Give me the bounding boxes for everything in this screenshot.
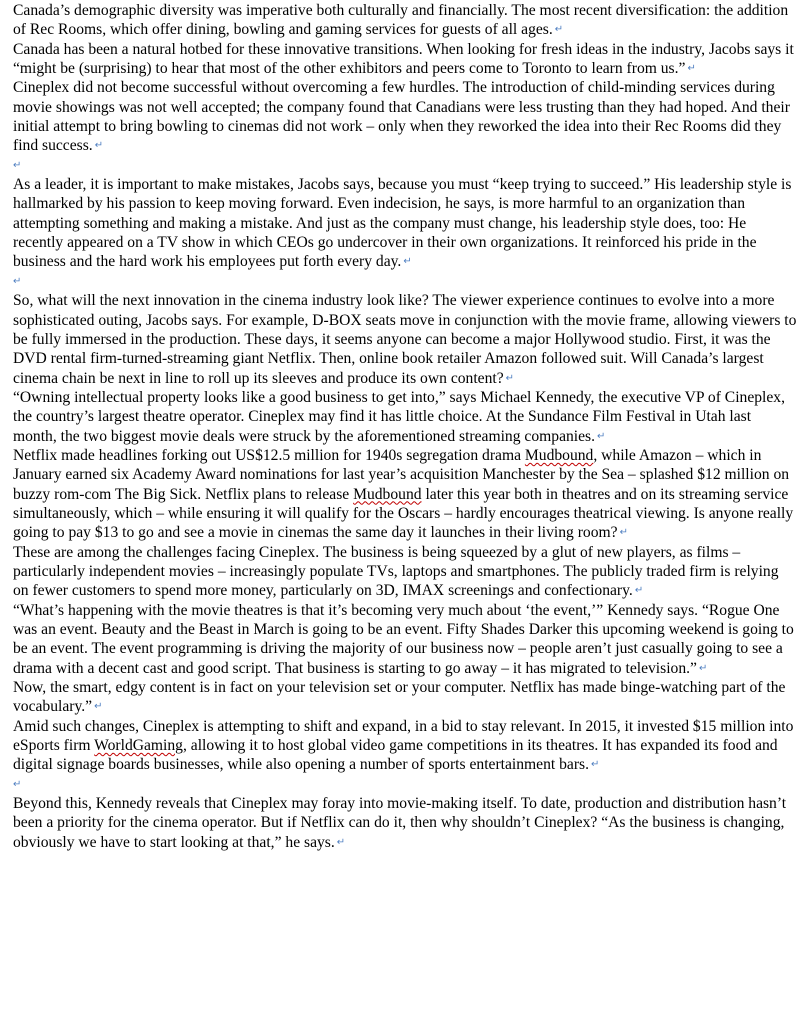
paragraph: [13, 794, 797, 852]
paragraph-mark-icon: ↵: [403, 256, 412, 268]
paragraph-text: These are among the challenges facing Cineplex. The business is being squeezed by a glut of new players, as films – particularly independent movies – increasingly populate TVs, laptops and smartphones. The publicly traded firm is relying on fewer customers to spend more money, particularly on 3D, IMAX screenings and confectionary.: [13, 543, 779, 600]
paragraph-text: “Owning intellectual property looks like a good business to get into,” says Michael Kennedy, the executive VP of Cineplex, the country’s largest theatre operator. Cineplex may find it has little choice. At the Sundance Film Festival in Utah last month, the two biggest movie deals were struck by the aforementioned streaming companies.: [13, 388, 786, 445]
paragraph: [13, 678, 797, 717]
paragraph: [13, 446, 797, 543]
paragraph-text: Canada’s demographic diversity was imperative both culturally and financially. The most recent diversification: the addition of Rec Rooms, which offer dining, bowling and gaming services for guests of all ages.: [13, 2, 789, 39]
paragraph: [13, 717, 797, 775]
paragraph-text: , allowing it to host global video game competitions in its theatres. It has expanded its food and digital signage boards businesses, while also opening a number of sports entertainment bars.: [13, 737, 778, 774]
paragraph-text: Now, the smart, edgy content is in fact on your television set or your computer. Netflix has made binge-watching part of the vocabulary.”: [13, 679, 786, 716]
misspelled-word[interactable]: Mudbound: [353, 485, 422, 503]
paragraph-mark-icon: ↵: [13, 159, 22, 171]
paragraph-mark-icon: ↵: [13, 778, 22, 790]
paragraph-text: , while Amazon – which in January earned six Academy Award nominations for last year’s acquisition Manchester by the Sea – splashed $12 million on buzzy rom-com The Big Sick. Netflix plans to release: [13, 446, 790, 503]
paragraph-mark-icon: ↵: [554, 24, 564, 36]
paragraph-mark-icon: ↵: [698, 662, 708, 674]
paragraph-mark-icon: ↵: [336, 836, 346, 848]
paragraph: [13, 1, 797, 40]
paragraph-mark-icon: ↵: [590, 759, 600, 771]
paragraph-mark-icon: ↵: [634, 585, 644, 597]
paragraph-text: “What’s happening with the movie theatres is that it’s becoming very much about ‘the event,’” Kennedy says. “Rogue One was an event. Beauty and the Beast in March is going to be an event. Fifty Shades Darker this upcoming weekend is going to be an event. The event programming is driving the majority of our business now – people aren’t just casually going to see a drama with a decent cast and good script. That business is starting to go away – it has migrated to television.”: [13, 601, 794, 677]
paragraph-text: As a leader, it is important to make mistakes, Jacobs says, because you must “keep trying to succeed.” His leadership style is hallmarked by his passion to keep moving forward. Even indecision, he says, is more harmful to an organization than attempting something and making a mistake. And just as the company must change, his leadership style does, too: He recently appeared on a TV show in which CEOs go undercover in their own organizations. It reinforced his pride in the business and the hard work his employees put forth every day.: [13, 176, 792, 271]
paragraph: [13, 388, 797, 446]
empty-paragraph: [13, 156, 797, 175]
paragraph-mark-icon: ↵: [505, 372, 515, 384]
paragraph-text: Canada has been a natural hotbed for these innovative transitions. When looking for fresh ideas in the industry, Jacobs says it “might be (surprising) to hear that most of the other exhibitors and peers come to Toronto to learn from us.”: [13, 40, 794, 78]
paragraph-text: Cineplex did not become successful without overcoming a few hurdles. The introduction of child-minding services during movie showings was not well accepted; the company found that Canadians were less trusting than they had hoped. And their initial attempt to bring bowling to cinemas did not work – only when they reworked the idea into their Rec Rooms did they find success.: [13, 79, 790, 155]
paragraph-text: later this year both in theatres and on its streaming service simultaneously, which – while ensuring it will qualify for the Oscars – hardly encourages theatrical viewing. Is anyone really going to pay $13 to go and see a movie in cinemas the same day it launches in their living room?: [13, 485, 794, 542]
paragraph-mark-icon: ↵: [94, 701, 103, 713]
paragraph: [13, 543, 797, 601]
paragraph-text: Beyond this, Kennedy reveals that Cineplex may foray into movie-making itself. To date, production and distribution hasn’t been a priority for the cinema operator. But if Netflix can do it, then why shouldn’t Cineplex? “As the business is changing, obviously we have to start looking at that,” he says.: [13, 795, 787, 851]
empty-paragraph: [13, 775, 797, 794]
paragraph-mark-icon: ↵: [687, 63, 696, 75]
paragraph: [13, 40, 797, 79]
paragraph-text: Netflix made headlines forking out US$12.5 million for 1940s segregation drama: [13, 446, 525, 464]
paragraph: [13, 78, 797, 155]
paragraph-text: Amid such changes, Cineplex is attempting to shift and expand, in a bid to stay relevant. In 2015, it invested $15 million into eSports firm: [13, 717, 794, 755]
paragraph-mark-icon: ↵: [619, 527, 628, 539]
paragraph-mark-icon: ↵: [94, 140, 104, 152]
paragraph: [13, 601, 797, 678]
misspelled-word[interactable]: Mudbound: [524, 446, 594, 464]
paragraph-mark-icon: ↵: [597, 430, 606, 442]
paragraph: [13, 291, 797, 388]
misspelled-word[interactable]: WorldGaming: [94, 737, 183, 755]
paragraph: [13, 175, 797, 272]
empty-paragraph: [13, 272, 797, 291]
paragraph-text: So, what will the next innovation in the cinema industry look like? The viewer experience continues to evolve into a more sophisticated outing, Jacobs says. For example, D-BOX seats move in conjunction with the movie frame, allowing viewers to be fully immersed in the production. These days, it seems anyone can become a major Hollywood studio. First, it was the DVD rental firm-turned-streaming giant Netflix. Then, online book retailer Amazon followed suit. Will Canada’s largest cinema chain be next in line to roll up its sleeves and produce its own content?: [13, 292, 797, 387]
paragraph-mark-icon: ↵: [13, 275, 22, 287]
